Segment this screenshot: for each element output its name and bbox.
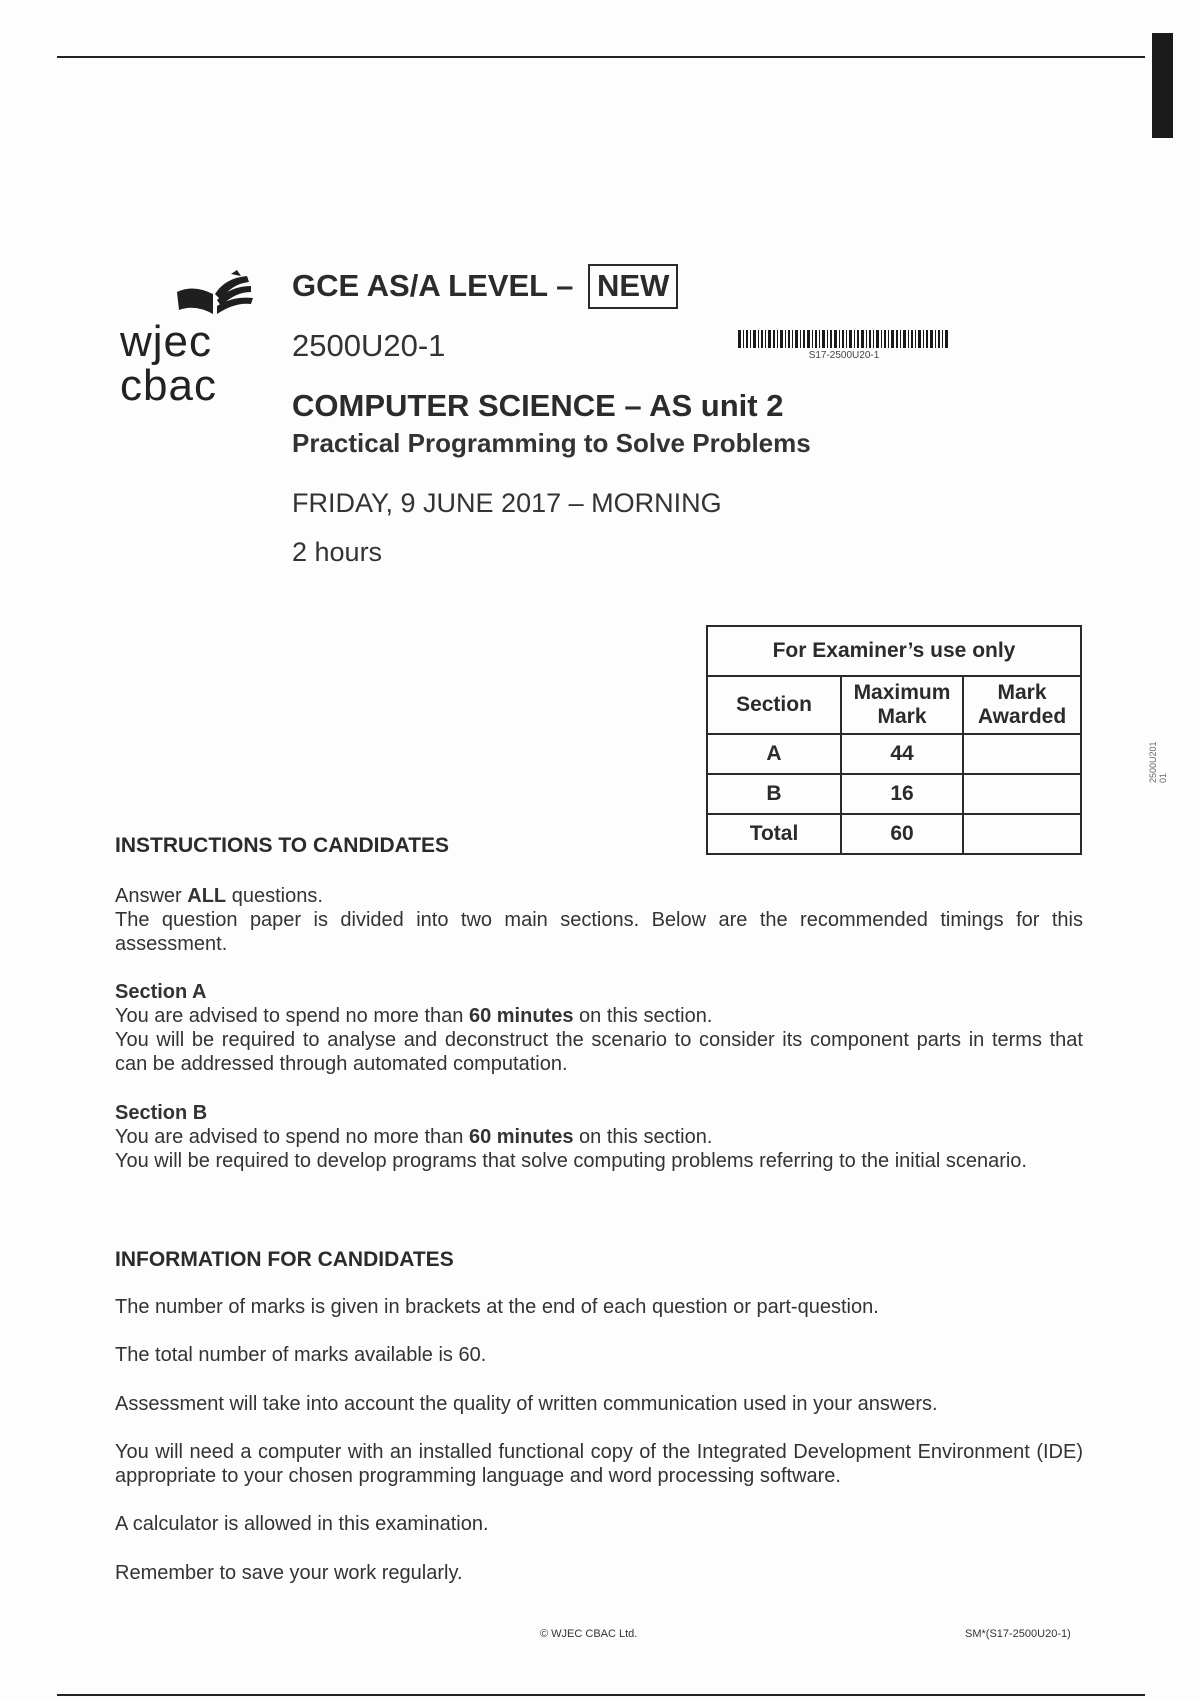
col-header-awarded-line1: Mark bbox=[997, 681, 1047, 704]
row-mark-awarded bbox=[963, 814, 1081, 854]
section-a-instructions bbox=[115, 980, 1083, 1076]
col-header-maximum-line2: Mark bbox=[877, 705, 927, 728]
info-item: The total number of marks available is 60. bbox=[115, 1344, 487, 1366]
row-mark-awarded bbox=[963, 774, 1081, 814]
section-b-time bbox=[115, 1125, 1083, 1149]
wjec-cbac-logo bbox=[120, 270, 260, 410]
table-row bbox=[707, 814, 1081, 854]
section-b-time-post: on this section. bbox=[573, 1126, 713, 1148]
footer-code: SM*(S17-2500U20-1) bbox=[965, 1628, 1071, 1640]
side-code-line1: 2500U201 bbox=[1148, 741, 1158, 783]
section-a-description: You will be required to analyse and deconstruct the scenario to consider its component parts in terms that can be addressed through automated computation. bbox=[115, 1029, 1083, 1075]
table-row bbox=[707, 734, 1081, 774]
answer-post: questions. bbox=[226, 885, 323, 907]
paper-subtitle: Practical Programming to Solve Problems bbox=[292, 428, 811, 458]
section-a-time-post: on this section. bbox=[573, 1005, 713, 1027]
section-a-label: Section A bbox=[115, 981, 207, 1003]
edge-marker bbox=[1152, 33, 1173, 138]
section-b-instructions bbox=[115, 1101, 1083, 1173]
section-b-label: Section B bbox=[115, 1102, 208, 1124]
footer-copyright: © WJEC CBAC Ltd. bbox=[540, 1628, 638, 1640]
section-a-time-bold: 60 minutes bbox=[468, 1005, 574, 1027]
new-badge: NEW bbox=[588, 264, 678, 309]
subject-title: COMPUTER SCIENCE – AS unit 2 bbox=[292, 388, 784, 423]
col-header-maximum-mark bbox=[841, 676, 963, 734]
side-code-line2: 01 bbox=[1158, 772, 1168, 783]
information-heading: INFORMATION FOR CANDIDATES bbox=[115, 1248, 454, 1271]
logo-line-cbac: cbac bbox=[120, 361, 217, 410]
answer-pre: Answer bbox=[115, 885, 188, 907]
barcode bbox=[738, 330, 950, 348]
paper-code: 2500U20-1 bbox=[292, 328, 446, 363]
exam-date: FRIDAY, 9 JUNE 2017 – MORNING bbox=[292, 488, 722, 518]
col-header-awarded-line2: Awarded bbox=[977, 705, 1067, 728]
col-header-maximum-line1: Maximum bbox=[853, 681, 951, 704]
info-item: A calculator is allowed in this examination. bbox=[115, 1513, 489, 1535]
qualification-title bbox=[292, 264, 678, 309]
row-mark-awarded bbox=[963, 734, 1081, 774]
info-item: The number of marks is given in brackets at the end of each question or part-question. bbox=[115, 1296, 879, 1318]
row-max-mark: 60 bbox=[841, 814, 963, 854]
bottom-rule bbox=[57, 1694, 1145, 1696]
section-a-time bbox=[115, 1004, 1083, 1028]
section-b-time-pre: You are advised to spend no more than bbox=[115, 1126, 469, 1148]
section-a-time-pre: You are advised to spend no more than bbox=[115, 1005, 469, 1027]
qualification-level: GCE AS/A LEVEL – bbox=[292, 268, 574, 303]
examiner-marks-table bbox=[706, 625, 1082, 855]
info-item: Assessment will take into account the quality of written communication used in your answers. bbox=[115, 1393, 938, 1415]
info-item: You will need a computer with an installed functional copy of the Integrated Development Environment (IDE) appropriate to your chosen programming language and word processing software. bbox=[115, 1441, 1083, 1487]
row-section: B bbox=[707, 774, 841, 814]
section-b-time-bold: 60 minutes bbox=[468, 1126, 574, 1148]
table-row bbox=[707, 774, 1081, 814]
col-header-section: Section bbox=[707, 676, 841, 734]
side-paper-code bbox=[1148, 741, 1168, 783]
row-section: A bbox=[707, 734, 841, 774]
open-book-icon bbox=[175, 270, 255, 316]
exam-duration: 2 hours bbox=[292, 537, 383, 567]
answer-all-line bbox=[115, 884, 1083, 908]
examiner-table-title: For Examiner’s use only bbox=[707, 626, 1081, 676]
logo-line-wjec: wjec bbox=[120, 317, 213, 366]
barcode-label: S17-2500U20-1 bbox=[808, 350, 880, 361]
info-item: Remember to save your work regularly. bbox=[115, 1562, 463, 1584]
col-header-mark-awarded bbox=[963, 676, 1081, 734]
instructions-general bbox=[115, 884, 1083, 956]
instructions-heading: INSTRUCTIONS TO CANDIDATES bbox=[115, 834, 450, 857]
row-section: Total bbox=[707, 814, 841, 854]
section-b-description: You will be required to develop programs that solve computing problems referring to the initial scenario. bbox=[115, 1150, 1027, 1172]
divided-paragraph: The question paper is divided into two main sections. Below are the recommended timings for this assessment. bbox=[115, 909, 1083, 955]
answer-bold: ALL bbox=[187, 885, 227, 907]
row-max-mark: 16 bbox=[841, 774, 963, 814]
top-rule bbox=[57, 56, 1145, 58]
row-max-mark: 44 bbox=[841, 734, 963, 774]
